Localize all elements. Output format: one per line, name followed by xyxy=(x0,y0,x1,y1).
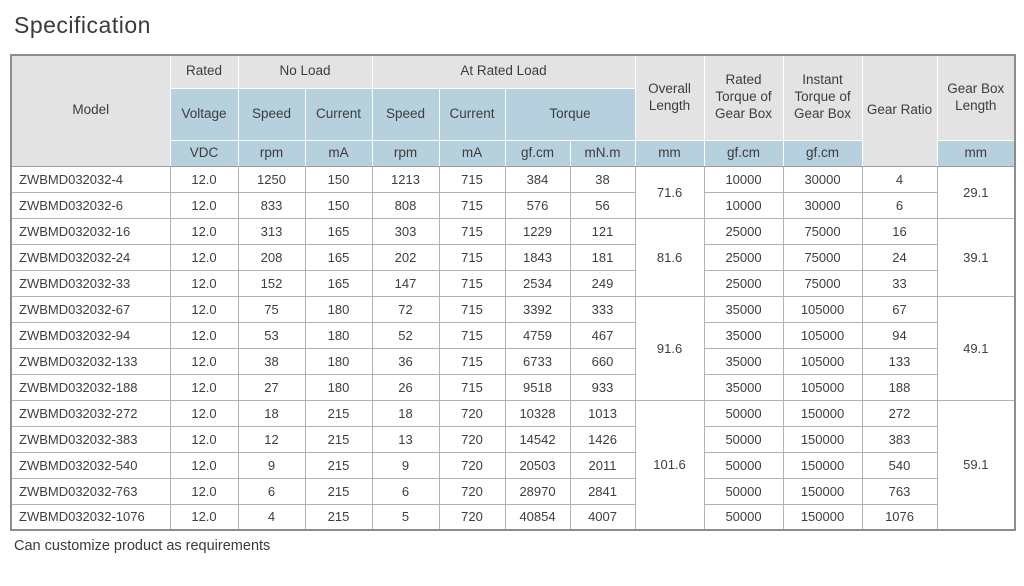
cell-gear-ratio: 94 xyxy=(862,322,937,348)
cell-no-load-current: 150 xyxy=(305,166,372,192)
specification-table xyxy=(10,54,1016,531)
col-header-no-load-current: Current xyxy=(305,88,372,140)
cell-no-load-speed: 208 xyxy=(238,244,305,270)
cell-rated-load-current: 715 xyxy=(439,244,505,270)
cell-torque-gfcm: 4759 xyxy=(505,322,570,348)
cell-instant-torque-gearbox: 75000 xyxy=(783,218,862,244)
cell-rated-voltage: 12.0 xyxy=(170,400,238,426)
cell-no-load-speed: 833 xyxy=(238,192,305,218)
cell-rated-load-current: 715 xyxy=(439,348,505,374)
cell-no-load-current: 215 xyxy=(305,504,372,530)
unit-rated-torque: gf.cm xyxy=(704,140,783,166)
unit-torque-mnm: mN.m xyxy=(570,140,635,166)
cell-rated-voltage: 12.0 xyxy=(170,166,238,192)
cell-rated-load-speed: 5 xyxy=(372,504,439,530)
cell-torque-gfcm: 14542 xyxy=(505,426,570,452)
unit-overall-length: mm xyxy=(635,140,704,166)
cell-rated-voltage: 12.0 xyxy=(170,478,238,504)
cell-no-load-speed: 53 xyxy=(238,322,305,348)
col-header-torque: Torque xyxy=(505,88,635,140)
cell-model: ZWBMD032032-33 xyxy=(11,270,170,296)
cell-torque-gfcm: 576 xyxy=(505,192,570,218)
cell-rated-load-current: 720 xyxy=(439,504,505,530)
col-header-gear-box-length: Gear Box Length xyxy=(937,55,1015,140)
cell-no-load-current: 215 xyxy=(305,400,372,426)
cell-torque-mnm: 1426 xyxy=(570,426,635,452)
cell-rated-load-speed: 26 xyxy=(372,374,439,400)
cell-rated-load-current: 715 xyxy=(439,218,505,244)
cell-rated-voltage: 12.0 xyxy=(170,244,238,270)
cell-rated-torque-gearbox: 50000 xyxy=(704,400,783,426)
unit-no-load-current: mA xyxy=(305,140,372,166)
cell-rated-load-speed: 6 xyxy=(372,478,439,504)
cell-torque-mnm: 933 xyxy=(570,374,635,400)
cell-torque-gfcm: 10328 xyxy=(505,400,570,426)
cell-gear-ratio: 540 xyxy=(862,452,937,478)
cell-rated-load-current: 715 xyxy=(439,296,505,322)
cell-rated-load-current: 715 xyxy=(439,270,505,296)
table-row xyxy=(11,348,1015,374)
cell-torque-gfcm: 3392 xyxy=(505,296,570,322)
cell-instant-torque-gearbox: 150000 xyxy=(783,478,862,504)
col-header-voltage: Voltage xyxy=(170,88,238,140)
col-header-rated: Rated xyxy=(170,55,238,88)
table-row xyxy=(11,400,1015,426)
cell-no-load-current: 165 xyxy=(305,244,372,270)
cell-rated-load-current: 720 xyxy=(439,400,505,426)
cell-torque-mnm: 660 xyxy=(570,348,635,374)
cell-no-load-speed: 27 xyxy=(238,374,305,400)
col-header-rated-speed: Speed xyxy=(372,88,439,140)
unit-instant-torque: gf.cm xyxy=(783,140,862,166)
cell-rated-load-speed: 303 xyxy=(372,218,439,244)
cell-instant-torque-gearbox: 105000 xyxy=(783,296,862,322)
cell-instant-torque-gearbox: 150000 xyxy=(783,452,862,478)
cell-no-load-current: 165 xyxy=(305,218,372,244)
cell-rated-load-speed: 13 xyxy=(372,426,439,452)
cell-rated-voltage: 12.0 xyxy=(170,192,238,218)
col-header-gear-ratio: Gear Ratio xyxy=(862,55,937,166)
table-row xyxy=(11,426,1015,452)
cell-rated-load-speed: 202 xyxy=(372,244,439,270)
table-row xyxy=(11,296,1015,322)
cell-model: ZWBMD032032-188 xyxy=(11,374,170,400)
table-row xyxy=(11,322,1015,348)
cell-overall-length: 71.6 xyxy=(635,166,704,218)
cell-overall-length: 91.6 xyxy=(635,296,704,400)
cell-torque-mnm: 2841 xyxy=(570,478,635,504)
cell-no-load-current: 180 xyxy=(305,374,372,400)
cell-model: ZWBMD032032-4 xyxy=(11,166,170,192)
table-row xyxy=(11,270,1015,296)
cell-rated-load-speed: 18 xyxy=(372,400,439,426)
cell-no-load-current: 180 xyxy=(305,322,372,348)
unit-no-load-speed: rpm xyxy=(238,140,305,166)
cell-rated-torque-gearbox: 25000 xyxy=(704,244,783,270)
table-row xyxy=(11,452,1015,478)
cell-no-load-speed: 152 xyxy=(238,270,305,296)
cell-rated-torque-gearbox: 25000 xyxy=(704,218,783,244)
cell-gear-box-length: 49.1 xyxy=(937,296,1015,400)
cell-gear-ratio: 67 xyxy=(862,296,937,322)
cell-rated-load-current: 715 xyxy=(439,322,505,348)
cell-model: ZWBMD032032-6 xyxy=(11,192,170,218)
cell-rated-voltage: 12.0 xyxy=(170,348,238,374)
cell-torque-gfcm: 1229 xyxy=(505,218,570,244)
cell-torque-mnm: 467 xyxy=(570,322,635,348)
unit-rated-speed: rpm xyxy=(372,140,439,166)
cell-no-load-current: 215 xyxy=(305,452,372,478)
cell-instant-torque-gearbox: 105000 xyxy=(783,322,862,348)
cell-model: ZWBMD032032-133 xyxy=(11,348,170,374)
cell-gear-box-length: 39.1 xyxy=(937,218,1015,296)
cell-no-load-speed: 1250 xyxy=(238,166,305,192)
cell-rated-torque-gearbox: 50000 xyxy=(704,426,783,452)
unit-voltage: VDC xyxy=(170,140,238,166)
cell-rated-voltage: 12.0 xyxy=(170,270,238,296)
cell-model: ZWBMD032032-383 xyxy=(11,426,170,452)
cell-no-load-current: 215 xyxy=(305,426,372,452)
table-row xyxy=(11,504,1015,530)
cell-torque-mnm: 38 xyxy=(570,166,635,192)
cell-instant-torque-gearbox: 105000 xyxy=(783,374,862,400)
col-header-overall-length: Overall Length xyxy=(635,55,704,140)
cell-no-load-current: 180 xyxy=(305,296,372,322)
table-row xyxy=(11,218,1015,244)
table-header xyxy=(11,55,1015,166)
cell-rated-load-current: 715 xyxy=(439,374,505,400)
cell-rated-voltage: 12.0 xyxy=(170,374,238,400)
cell-torque-gfcm: 40854 xyxy=(505,504,570,530)
col-header-rated-torque: Rated Torque of Gear Box xyxy=(704,55,783,140)
table-row xyxy=(11,478,1015,504)
col-header-instant-torque: Instant Torque of Gear Box xyxy=(783,55,862,140)
cell-rated-load-speed: 52 xyxy=(372,322,439,348)
unit-rated-current: mA xyxy=(439,140,505,166)
cell-rated-torque-gearbox: 10000 xyxy=(704,166,783,192)
cell-no-load-current: 150 xyxy=(305,192,372,218)
table-row xyxy=(11,244,1015,270)
cell-gear-box-length: 59.1 xyxy=(937,400,1015,530)
cell-rated-torque-gearbox: 35000 xyxy=(704,348,783,374)
cell-no-load-speed: 12 xyxy=(238,426,305,452)
cell-model: ZWBMD032032-272 xyxy=(11,400,170,426)
cell-model: ZWBMD032032-94 xyxy=(11,322,170,348)
cell-gear-ratio: 33 xyxy=(862,270,937,296)
cell-gear-ratio: 383 xyxy=(862,426,937,452)
cell-rated-load-speed: 147 xyxy=(372,270,439,296)
cell-model: ZWBMD032032-24 xyxy=(11,244,170,270)
cell-torque-mnm: 249 xyxy=(570,270,635,296)
cell-gear-box-length: 29.1 xyxy=(937,166,1015,218)
cell-instant-torque-gearbox: 150000 xyxy=(783,426,862,452)
cell-rated-load-current: 715 xyxy=(439,192,505,218)
col-header-no-load: No Load xyxy=(238,55,372,88)
unit-gear-box-length: mm xyxy=(937,140,1015,166)
page-title: Specification xyxy=(14,12,151,38)
cell-torque-gfcm: 384 xyxy=(505,166,570,192)
cell-rated-load-current: 715 xyxy=(439,166,505,192)
cell-no-load-speed: 9 xyxy=(238,452,305,478)
cell-gear-ratio: 133 xyxy=(862,348,937,374)
col-header-model: Model xyxy=(11,55,170,166)
cell-model: ZWBMD032032-67 xyxy=(11,296,170,322)
cell-torque-mnm: 121 xyxy=(570,218,635,244)
cell-gear-ratio: 4 xyxy=(862,166,937,192)
cell-no-load-current: 180 xyxy=(305,348,372,374)
table-row xyxy=(11,166,1015,192)
cell-torque-mnm: 1013 xyxy=(570,400,635,426)
cell-rated-load-speed: 9 xyxy=(372,452,439,478)
cell-gear-ratio: 188 xyxy=(862,374,937,400)
cell-instant-torque-gearbox: 105000 xyxy=(783,348,862,374)
cell-torque-gfcm: 20503 xyxy=(505,452,570,478)
cell-rated-load-speed: 1213 xyxy=(372,166,439,192)
cell-rated-torque-gearbox: 35000 xyxy=(704,374,783,400)
cell-gear-ratio: 6 xyxy=(862,192,937,218)
cell-rated-torque-gearbox: 25000 xyxy=(704,270,783,296)
cell-rated-torque-gearbox: 50000 xyxy=(704,478,783,504)
cell-instant-torque-gearbox: 150000 xyxy=(783,400,862,426)
cell-gear-ratio: 763 xyxy=(862,478,937,504)
cell-torque-mnm: 4007 xyxy=(570,504,635,530)
cell-gear-ratio: 24 xyxy=(862,244,937,270)
cell-rated-load-current: 720 xyxy=(439,452,505,478)
cell-rated-voltage: 12.0 xyxy=(170,218,238,244)
cell-torque-mnm: 56 xyxy=(570,192,635,218)
cell-rated-torque-gearbox: 10000 xyxy=(704,192,783,218)
cell-torque-gfcm: 9518 xyxy=(505,374,570,400)
cell-gear-ratio: 1076 xyxy=(862,504,937,530)
cell-torque-gfcm: 2534 xyxy=(505,270,570,296)
cell-model: ZWBMD032032-16 xyxy=(11,218,170,244)
cell-model: ZWBMD032032-540 xyxy=(11,452,170,478)
cell-rated-torque-gearbox: 50000 xyxy=(704,504,783,530)
col-header-rated-current: Current xyxy=(439,88,505,140)
cell-gear-ratio: 16 xyxy=(862,218,937,244)
cell-no-load-speed: 313 xyxy=(238,218,305,244)
cell-rated-voltage: 12.0 xyxy=(170,322,238,348)
cell-no-load-speed: 4 xyxy=(238,504,305,530)
cell-torque-mnm: 181 xyxy=(570,244,635,270)
cell-instant-torque-gearbox: 150000 xyxy=(783,504,862,530)
cell-overall-length: 81.6 xyxy=(635,218,704,296)
cell-rated-load-speed: 72 xyxy=(372,296,439,322)
cell-no-load-current: 165 xyxy=(305,270,372,296)
cell-model: ZWBMD032032-763 xyxy=(11,478,170,504)
unit-torque-gfcm: gf.cm xyxy=(505,140,570,166)
cell-rated-torque-gearbox: 35000 xyxy=(704,322,783,348)
cell-no-load-speed: 6 xyxy=(238,478,305,504)
cell-torque-mnm: 333 xyxy=(570,296,635,322)
cell-gear-ratio: 272 xyxy=(862,400,937,426)
cell-torque-gfcm: 28970 xyxy=(505,478,570,504)
cell-no-load-speed: 18 xyxy=(238,400,305,426)
cell-instant-torque-gearbox: 75000 xyxy=(783,244,862,270)
cell-rated-voltage: 12.0 xyxy=(170,296,238,322)
cell-rated-load-speed: 808 xyxy=(372,192,439,218)
cell-instant-torque-gearbox: 30000 xyxy=(783,166,862,192)
cell-overall-length: 101.6 xyxy=(635,400,704,530)
cell-no-load-speed: 75 xyxy=(238,296,305,322)
table-body xyxy=(11,166,1015,530)
cell-rated-voltage: 12.0 xyxy=(170,504,238,530)
cell-rated-torque-gearbox: 50000 xyxy=(704,452,783,478)
cell-instant-torque-gearbox: 30000 xyxy=(783,192,862,218)
cell-no-load-current: 215 xyxy=(305,478,372,504)
header-row-groups xyxy=(11,55,1015,88)
cell-rated-load-current: 720 xyxy=(439,478,505,504)
cell-instant-torque-gearbox: 75000 xyxy=(783,270,862,296)
table-row xyxy=(11,374,1015,400)
cell-torque-gfcm: 6733 xyxy=(505,348,570,374)
col-header-no-load-speed: Speed xyxy=(238,88,305,140)
cell-rated-load-speed: 36 xyxy=(372,348,439,374)
cell-rated-torque-gearbox: 35000 xyxy=(704,296,783,322)
table-row xyxy=(11,192,1015,218)
col-header-at-rated-load: At Rated Load xyxy=(372,55,635,88)
cell-rated-load-current: 720 xyxy=(439,426,505,452)
cell-no-load-speed: 38 xyxy=(238,348,305,374)
cell-rated-voltage: 12.0 xyxy=(170,426,238,452)
cell-model: ZWBMD032032-1076 xyxy=(11,504,170,530)
cell-torque-gfcm: 1843 xyxy=(505,244,570,270)
cell-rated-voltage: 12.0 xyxy=(170,452,238,478)
footer-note: Can customize product as requirements xyxy=(14,538,271,554)
cell-torque-mnm: 2011 xyxy=(570,452,635,478)
